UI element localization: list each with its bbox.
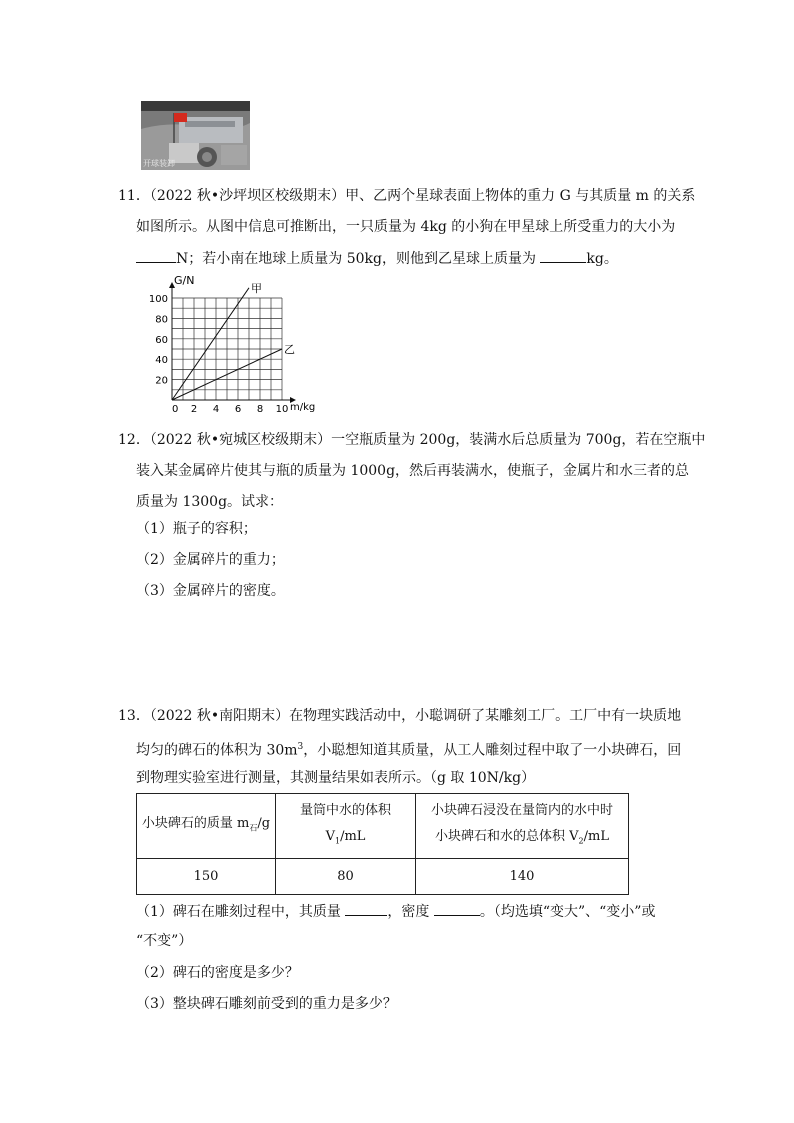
header-v2-text: 小块碑石和水的总体积 V [435, 828, 579, 844]
q12-line3: 质量为 1300g。试求： [136, 494, 284, 510]
header-water-volume-line1: 量筒中水的体积 [299, 802, 391, 818]
header-stone-mass-text: 小块碑石的质量 m [141, 815, 250, 831]
series-label: 甲 [251, 281, 262, 295]
series-line [172, 288, 249, 400]
lunar-rover-photo [141, 101, 250, 170]
q12-line1: 12．（2022 秋•宛城区校级期末）一空瓶质量为 200g，装满水后总质量为 700g，若在空瓶中 [118, 432, 706, 448]
q12-sub1: （1）瓶子的容积； [136, 521, 257, 537]
q11-line3-end: kg。 [586, 251, 618, 267]
cell-water-volume: 80 [276, 859, 416, 895]
y-tick-label: 40 [155, 355, 168, 367]
header-v1-unit: /mL [340, 828, 366, 844]
photo-caption: 开球装卸 [143, 159, 175, 168]
q12-sub3: （3）金属碎片的密度。 [136, 583, 285, 599]
table-row [137, 859, 629, 895]
x-axis-label: m/kg [290, 402, 316, 413]
gravity-mass-chart [145, 272, 335, 422]
header-v2-sub: 2 [578, 836, 584, 846]
x-tick-label: 0 [172, 404, 179, 415]
y-tick-label: 20 [155, 375, 168, 387]
q13-sub1-post: 。（均选填“变大”、“变小”或 [479, 904, 656, 920]
q13-line3: 到物理实验室进行测量，其测量结果如表所示。（g 取 10N/kg） [136, 770, 536, 786]
q13-sub1-mid: ，密度 [387, 904, 430, 920]
q13-line2-pre: 均匀的碑石的体积为 30m [136, 742, 298, 759]
header-total-volume-line2 [416, 824, 628, 855]
y-axis-label: G/N [174, 274, 195, 287]
q12-line2: 装入某金属碎片使其与瓶的质量为 1000g，然后再装满水，使瓶子，金属片和水三者的总 [136, 463, 690, 479]
q13-sub1-pre: （1）碑石在雕刻过程中，其质量 [136, 904, 341, 920]
header-v2-unit: /mL [583, 828, 609, 844]
q13-line1: 13．（2022 秋•南阳期末）在物理实践活动中，小聪调研了某雕刻工厂。工厂中有一块质地 [118, 708, 682, 724]
q13-line2-post: ，小聪想知道其质量，从工人雕刻过程中取了一小块碑石，回 [303, 742, 682, 759]
x-tick-label: 4 [212, 404, 220, 415]
q11-line2: 如图所示。从图中信息可推断出，一只质量为 4kg 的小狗在甲星球上所受重力的大小为 [136, 219, 676, 235]
header-water-volume [276, 794, 416, 859]
y-tick-label: 60 [155, 334, 168, 346]
header-total-volume [416, 794, 629, 859]
header-total-volume-line1: 小块碑石浸没在量筒内的水中时 [430, 802, 613, 818]
cell-stone-mass: 150 [137, 859, 276, 895]
header-v1-sub: 1 [334, 836, 341, 846]
q11-line3 [136, 248, 618, 269]
q13-line2 [136, 737, 681, 761]
x-tick-label: 6 [234, 404, 242, 415]
q13-sub1-line2: “不变”） [136, 933, 193, 949]
answer-blank[interactable] [136, 248, 176, 263]
q12-sub2: （2）金属碎片的重力； [136, 552, 285, 568]
x-tick-label: 10 [275, 404, 289, 415]
y-tick-label: 100 [148, 294, 168, 305]
answer-blank[interactable] [345, 901, 387, 916]
x-tick-label: 2 [190, 404, 198, 415]
answer-blank[interactable] [540, 248, 586, 263]
measurement-table [136, 793, 629, 895]
q13-line2-sup: 3 [297, 742, 304, 752]
header-stone-mass-sub: 石 [249, 823, 258, 833]
q13-sub3: （3）整块碑石雕刻前受到的重力是多少？ [136, 996, 397, 1012]
q11-line1: 11．（2022 秋•沙坪坝区校级期末）甲、乙两个星球表面上物体的重力 G 与其质量 m 的关系 [118, 188, 696, 204]
header-stone-mass-unit: /g [257, 815, 271, 831]
header-v1-symbol: V [325, 828, 335, 844]
series-label: 乙 [284, 343, 295, 356]
cell-total-volume: 140 [416, 859, 629, 895]
x-tick-label: 8 [256, 404, 264, 415]
q11-line3-text: N；若小南在地球上质量为 50kg，则他到乙星球上质量为 [176, 251, 536, 267]
q13-sub1 [136, 901, 655, 922]
table-header-row [137, 794, 629, 859]
y-tick-label: 80 [155, 314, 168, 326]
header-stone-mass [137, 794, 276, 859]
q13-sub2: （2）碑石的密度是多少？ [136, 965, 299, 981]
answer-blank[interactable] [434, 901, 480, 916]
header-water-volume-line2 [276, 824, 415, 855]
